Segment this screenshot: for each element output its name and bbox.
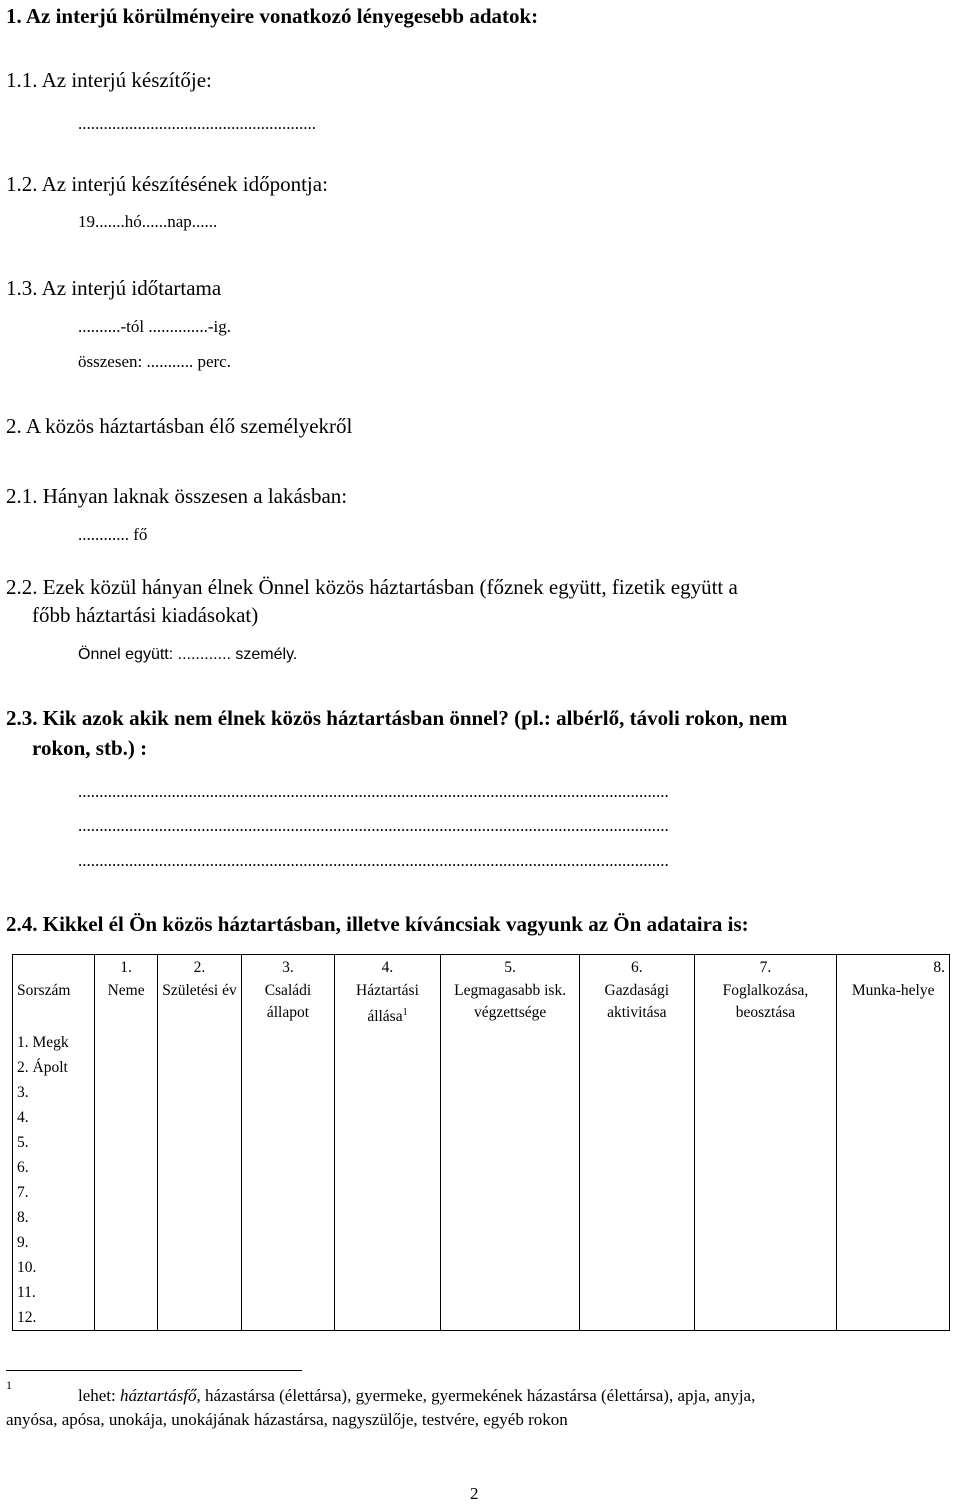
footnote-prefix: lehet: xyxy=(78,1386,121,1405)
question-2-3-label-line2: rokon, stb.) : xyxy=(32,736,148,760)
table-cell[interactable] xyxy=(334,1305,441,1331)
row-label: 8. xyxy=(13,1205,95,1230)
table-cell[interactable] xyxy=(579,1180,694,1205)
table-cell[interactable] xyxy=(334,1230,441,1255)
table-cell[interactable] xyxy=(837,1230,950,1255)
column-number: 3. xyxy=(242,955,334,981)
table-row xyxy=(13,1305,950,1331)
section-2-title: 2. A közös háztartásban élő személyekről xyxy=(6,414,353,438)
question-2-2-label-line1: 2.2. Ezek közül hányan élnek Önnel közös háztartásban (főznek együtt, fizetik együtt a xyxy=(6,575,738,599)
table-cell[interactable] xyxy=(334,1055,441,1080)
table-row xyxy=(13,1205,950,1230)
table-cell[interactable] xyxy=(694,1105,837,1130)
table-cell[interactable] xyxy=(95,1180,157,1205)
question-2-3-blank-line-3: ........................................................................................................................................... xyxy=(78,851,669,870)
table-cell[interactable] xyxy=(441,1205,580,1230)
table-cell[interactable] xyxy=(95,1030,157,1055)
table-cell[interactable] xyxy=(242,1030,334,1055)
footnote-reference: 1 xyxy=(402,1007,408,1018)
table-cell[interactable] xyxy=(334,1255,441,1280)
table-row xyxy=(13,1055,950,1080)
table-cell[interactable] xyxy=(694,1130,837,1155)
header-legmagasabb-isk: Legmagasabb isk. végzettsége xyxy=(441,980,580,1030)
table-cell[interactable] xyxy=(837,1105,950,1130)
table-cell[interactable] xyxy=(441,1155,580,1180)
footnote-mark: 1 xyxy=(6,1378,12,1392)
table-cell[interactable] xyxy=(157,1280,241,1305)
row-label: 5. xyxy=(13,1130,95,1155)
table-row xyxy=(13,1080,950,1105)
question-2-3-blank-line-1: ........................................................................................................................................... xyxy=(78,782,669,801)
table-row xyxy=(13,1255,950,1280)
question-1-3-total: összesen: ........... perc. xyxy=(78,352,231,371)
row-label: 11. xyxy=(13,1280,95,1305)
table-cell[interactable] xyxy=(95,1130,157,1155)
question-2-2-blank: Önnel együtt: ............ személy. xyxy=(78,646,298,663)
question-2-2-label-line2: főbb háztartási kiadásokat) xyxy=(32,603,259,627)
column-number: 8. xyxy=(837,955,950,981)
table-row xyxy=(13,1230,950,1255)
column-header-row xyxy=(13,980,950,1030)
table-cell[interactable] xyxy=(157,1180,241,1205)
question-2-3-blank-line-2: ........................................................................................................................................... xyxy=(78,816,669,835)
column-number: 4. xyxy=(334,955,441,981)
footnote-line-1 xyxy=(78,1386,755,1406)
page-number: 2 xyxy=(470,1484,479,1503)
column-number xyxy=(13,955,95,981)
table-cell[interactable] xyxy=(157,1305,241,1331)
table-cell[interactable] xyxy=(441,1080,580,1105)
table-cell[interactable] xyxy=(334,1105,441,1130)
table-cell[interactable] xyxy=(579,1205,694,1230)
table-cell[interactable] xyxy=(242,1105,334,1130)
table-cell[interactable] xyxy=(694,1230,837,1255)
table-cell[interactable] xyxy=(334,1080,441,1105)
table-cell[interactable] xyxy=(694,1280,837,1305)
table-cell[interactable] xyxy=(157,1080,241,1105)
table-row xyxy=(13,1155,950,1180)
table-cell[interactable] xyxy=(242,1155,334,1180)
table-cell[interactable] xyxy=(95,1230,157,1255)
table-cell[interactable] xyxy=(95,1155,157,1180)
table-cell[interactable] xyxy=(334,1280,441,1305)
table-cell[interactable] xyxy=(579,1130,694,1155)
table-row xyxy=(13,1280,950,1305)
table-cell[interactable] xyxy=(694,1255,837,1280)
table-cell[interactable] xyxy=(334,1180,441,1205)
table-cell[interactable] xyxy=(157,1155,241,1180)
table-cell[interactable] xyxy=(157,1105,241,1130)
table-cell[interactable] xyxy=(837,1080,950,1105)
table-cell[interactable] xyxy=(694,1205,837,1230)
table-cell[interactable] xyxy=(837,1305,950,1331)
header-csaladi-allapot: Családi állapot xyxy=(242,980,334,1030)
table-cell[interactable] xyxy=(95,1205,157,1230)
row-label: 10. xyxy=(13,1255,95,1280)
table-cell[interactable] xyxy=(95,1105,157,1130)
table-cell[interactable] xyxy=(242,1205,334,1230)
section-1-title: 1. Az interjú körülményeire vonatkozó lényegesebb adatok: xyxy=(6,4,539,28)
table-cell[interactable] xyxy=(579,1305,694,1331)
row-label: 1. Megk xyxy=(13,1030,95,1055)
table-cell[interactable] xyxy=(837,1280,950,1305)
table-cell[interactable] xyxy=(837,1255,950,1280)
column-number: 5. xyxy=(441,955,580,981)
column-number-row xyxy=(13,955,950,981)
table-cell[interactable] xyxy=(579,1255,694,1280)
table-row xyxy=(13,1105,950,1130)
table-cell[interactable] xyxy=(157,1130,241,1155)
table-cell[interactable] xyxy=(579,1055,694,1080)
table-cell[interactable] xyxy=(694,1155,837,1180)
table-cell[interactable] xyxy=(242,1080,334,1105)
row-label: 12. xyxy=(13,1305,95,1331)
row-label: 7. xyxy=(13,1180,95,1205)
table-cell[interactable] xyxy=(837,1130,950,1155)
table-cell[interactable] xyxy=(242,1130,334,1155)
question-1-3-from-to: ..........-tól ..............-ig. xyxy=(78,317,231,336)
table-cell[interactable] xyxy=(157,1230,241,1255)
table-cell[interactable] xyxy=(837,1030,950,1055)
table-cell[interactable] xyxy=(242,1305,334,1331)
question-2-3-label-line1: 2.3. Kik azok akik nem élnek közös háztartásban önnel? (pl.: albérlő, távoli rokon, nem xyxy=(6,706,788,730)
question-2-1-label: 2.1. Hányan laknak összesen a lakásban: xyxy=(6,484,348,508)
table-cell[interactable] xyxy=(579,1105,694,1130)
table-cell[interactable] xyxy=(441,1130,580,1155)
table-cell[interactable] xyxy=(95,1080,157,1105)
header-munkahelye: Munka-helye xyxy=(837,980,950,1030)
table-cell[interactable] xyxy=(95,1255,157,1280)
header-haztartasi-allasa-text: Háztartási állása xyxy=(356,982,419,1026)
footnote-line-2: anyósa, apósa, unokája, unokájának házastársa, nagyszülője, testvére, egyéb rokon xyxy=(6,1410,568,1429)
table-rows xyxy=(13,1030,950,1331)
table-cell[interactable] xyxy=(157,1030,241,1055)
table-cell[interactable] xyxy=(694,1305,837,1331)
table-cell[interactable] xyxy=(157,1055,241,1080)
question-1-1-label: 1.1. Az interjú készítője: xyxy=(6,68,212,92)
table-cell[interactable] xyxy=(157,1255,241,1280)
row-label: 9. xyxy=(13,1230,95,1255)
table-cell[interactable] xyxy=(837,1205,950,1230)
row-label: 3. xyxy=(13,1080,95,1105)
table-row xyxy=(13,1030,950,1055)
footnote-separator xyxy=(6,1370,302,1371)
header-foglalkozasa: Foglalkozása, beosztása xyxy=(694,980,837,1030)
table-cell[interactable] xyxy=(441,1030,580,1055)
table-cell[interactable] xyxy=(694,1055,837,1080)
table-cell[interactable] xyxy=(242,1280,334,1305)
table-cell[interactable] xyxy=(242,1230,334,1255)
table-cell[interactable] xyxy=(579,1280,694,1305)
table-cell[interactable] xyxy=(334,1155,441,1180)
column-number: 7. xyxy=(694,955,837,981)
table-cell[interactable] xyxy=(579,1155,694,1180)
table-cell[interactable] xyxy=(694,1080,837,1105)
table-cell[interactable] xyxy=(334,1130,441,1155)
table-cell[interactable] xyxy=(441,1230,580,1255)
table-row xyxy=(13,1180,950,1205)
column-number: 2. xyxy=(157,955,241,981)
table-cell[interactable] xyxy=(441,1055,580,1080)
question-1-2-date: 19.......hó......nap...... xyxy=(78,212,218,231)
header-gazdasagi-aktivitasa: Gazdasági aktivitása xyxy=(579,980,694,1030)
table-cell[interactable] xyxy=(242,1055,334,1080)
table-cell[interactable] xyxy=(837,1155,950,1180)
table-cell[interactable] xyxy=(441,1105,580,1130)
question-1-1-blank: ........................................................ xyxy=(78,114,316,133)
question-1-3-label: 1.3. Az interjú időtartama xyxy=(6,276,222,300)
header-neme: Neme xyxy=(95,980,157,1030)
question-2-1-blank: ............ fő xyxy=(78,525,148,544)
table-cell[interactable] xyxy=(242,1255,334,1280)
table-row xyxy=(13,1130,950,1155)
column-number: 1. xyxy=(95,955,157,981)
row-label: 6. xyxy=(13,1155,95,1180)
table-cell[interactable] xyxy=(837,1180,950,1205)
row-label: 4. xyxy=(13,1105,95,1130)
table-cell[interactable] xyxy=(242,1180,334,1205)
table-cell[interactable] xyxy=(441,1305,580,1331)
household-members-table xyxy=(12,954,950,1331)
table-cell[interactable] xyxy=(579,1230,694,1255)
column-number: 6. xyxy=(579,955,694,981)
question-2-4-label: 2.4. Kikkel él Ön közös háztartásban, illetve kíváncsiak vagyunk az Ön adataira is: xyxy=(6,912,749,936)
header-szuletesi-ev: Születési év xyxy=(157,980,241,1030)
table-cell[interactable] xyxy=(579,1030,694,1055)
table-cell[interactable] xyxy=(95,1280,157,1305)
table-cell[interactable] xyxy=(157,1205,241,1230)
question-1-2-label: 1.2. Az interjú készítésének időpontja: xyxy=(6,172,328,196)
table-cell[interactable] xyxy=(441,1255,580,1280)
row-label: 2. Ápolt xyxy=(13,1055,95,1080)
table-cell[interactable] xyxy=(694,1180,837,1205)
table-cell[interactable] xyxy=(441,1280,580,1305)
table-cell[interactable] xyxy=(95,1305,157,1331)
table-cell[interactable] xyxy=(441,1180,580,1205)
table-cell[interactable] xyxy=(837,1055,950,1080)
footnote-rest: házastársa (élettársa), gyermeke, gyermekének házastársa (élettársa), apja, anyja, xyxy=(200,1386,756,1405)
table-cell[interactable] xyxy=(334,1030,441,1055)
table-cell[interactable] xyxy=(334,1205,441,1230)
table-cell[interactable] xyxy=(579,1080,694,1105)
footnote-italic: háztartásfő, xyxy=(120,1386,201,1405)
table-cell[interactable] xyxy=(694,1030,837,1055)
header-haztartasi-allasa xyxy=(334,980,441,1030)
table-cell[interactable] xyxy=(95,1055,157,1080)
header-sorszam: Sorszám xyxy=(13,980,95,1030)
